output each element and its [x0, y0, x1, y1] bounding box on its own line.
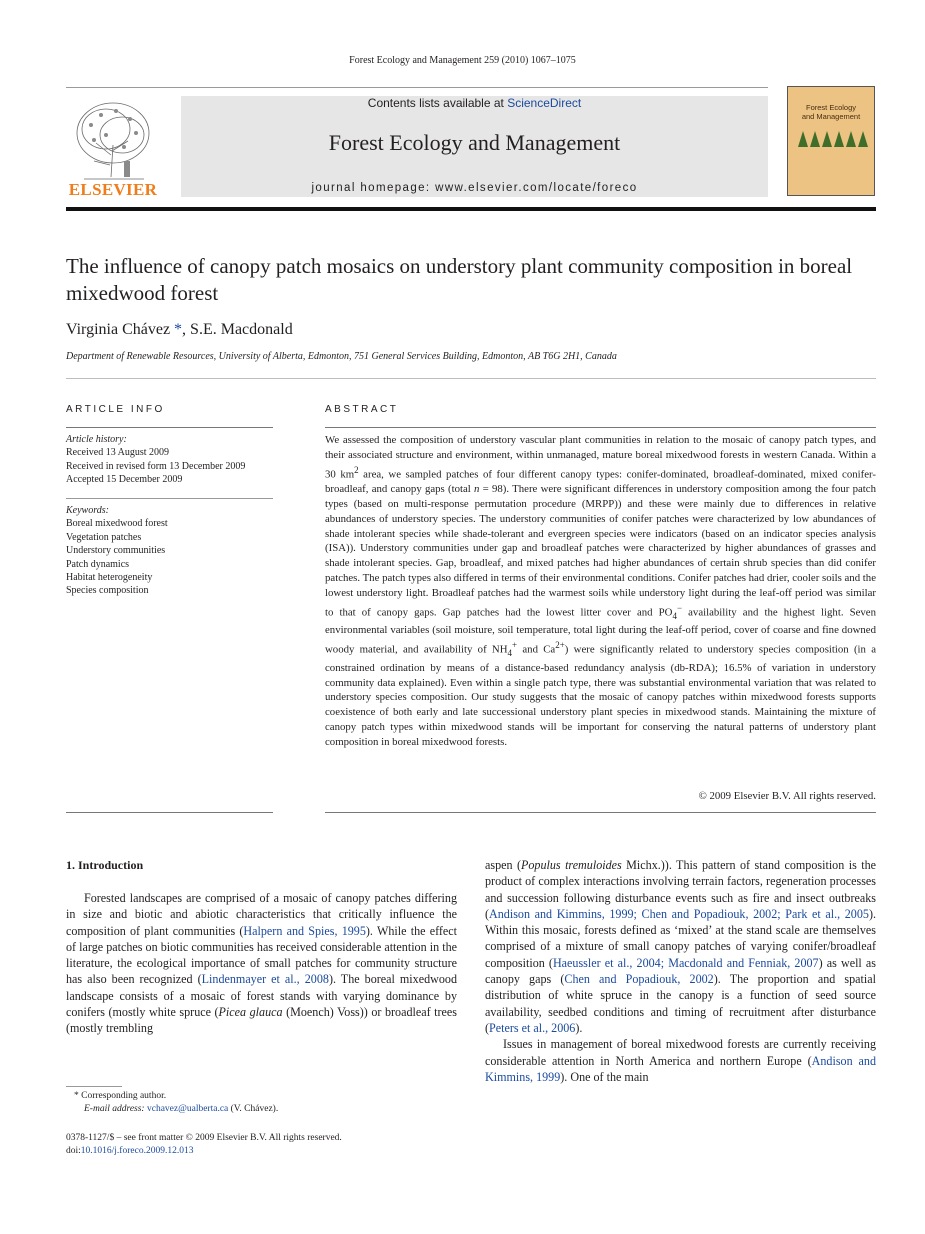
cover-tree-icon [794, 129, 870, 149]
journal-header-box [181, 96, 768, 197]
issn-line: 0378-1127/$ – see front matter © 2009 Elsevier B.V. All rights reserved. [66, 1133, 342, 1143]
elsevier-wordmark: ELSEVIER [68, 180, 158, 199]
header-rule-thick [66, 207, 876, 211]
email-label: E-mail address: [84, 1104, 147, 1115]
cover-title-line2: and Management [801, 112, 861, 121]
cover-title-line1: Forest Ecology [805, 103, 857, 112]
body-column-left: Forested landscapes are comprised of a mosaic of canopy patches differing in size and biotic and abiotic characteristics that critically influence the composition of plant communities (Halpern and Spies, 1995). While the effect of large patches on biotic communities has received considerable attention in the literature, the ecological importance of small patches for community structure has also been recognized (Lindenmayer et al., 2008). The boreal mixedwood landscape consists of a mosaic of forest stands with varying dominance by conifers (mostly white spruce (Picea glauca (Moench) Voss)) or broadleaf trees (mostly trembling [66, 891, 458, 1036]
revised-date: Received in revised form 13 December 2009 [66, 460, 246, 472]
reference-link[interactable]: Peters et al., 2006 [489, 1020, 576, 1035]
article-history [66, 433, 245, 487]
corresponding-author-note: * Corresponding author. [74, 1091, 167, 1101]
keyword-item: Habitat heterogeneity [66, 572, 153, 584]
abstract-heading: ABSTRACT [325, 404, 399, 415]
author-2: , S.E. Macdonald [182, 321, 293, 338]
keyword-item: Boreal mixedwood forest [66, 518, 168, 530]
keyword-item: Patch dynamics [66, 558, 130, 570]
article-title: The influence of canopy patch mosaics on understory plant community composition in boreal mixedwood forest [66, 254, 853, 305]
author-1: Virginia Chávez [66, 321, 171, 338]
sciencedirect-link[interactable]: ScienceDirect [507, 96, 582, 110]
footnote-rule [66, 1086, 122, 1087]
keyword-item: Understory communities [66, 545, 166, 557]
article-info-rule [66, 427, 273, 428]
journal-name: Forest Ecology and Management [328, 130, 621, 155]
abstract-text: We assessed the composition of understory vascular plant communities in relation to the mosaic of canopy patch types, and their associated structure and environment, within unmanaged, mature boreal mixedwood forests in western Canada. Within a 30 $km^2$ area, we sampled patches of four different canopy types: conifer-dominated, broadleaf-dominated, mixed conifer-broadleaf, and canopy gaps (total n = 98). There were significant differences in understory composition among the four patch types (based on multi-response permutation procedure (MRPP)) and these were mainly due to differences in relative abundances of understory species. The understory communities of conifer patches were characterized by low abundances of shade intolerant species while shade-tolerant and evergreen species were indicators (based on an indicator species analysis (ISA)). Understory communities under gap and broadleaf patches were characterized by higher abundances of grasses and shade intolerant species. Gap, broadleaf, and mixed patches had higher abundances of certain shrub species than did conifer patches. The patch types also differed in terms of their environmental conditions. Conifer patches had drier, cooler soils and the lowest understory light. Broadleaf patches had the warmest soils while understory light during the leaf-off period was similar to that of canopy gaps. Gap patches had the lowest litter cover and $PO_4^-$ availability and the highest light. Seven environmental variables (soil moisture, soil temperature, total light during the leaf-off period, cover of coarse and fine downed woody material, and availability of $NH_4^+$ and $Ca^{2+}$) were significantly related to understory species composition (in a constrained ordination by means of a distance-based redundancy analysis (db-RDA); 16.5% of variation in understory community data explained). Even within a single patch type, there was substantial environmental variation that was related to understory species composition. Our study suggests that the mosaic of canopy patches within mixedwood forests supports coexistence of both early and late successional understory plant species in mixedwood stands. Maintaining the mixture of canopy patch types within mixedwood stands will be important for conserving the natural patterns of understory plant composition in boreal mixedwood forests. [325, 434, 876, 748]
affiliation-rule [66, 378, 876, 379]
journal-citation: Forest Ecology and Management 259 (2010) 1067–1075 [349, 55, 576, 66]
abstract-rule [325, 427, 876, 428]
accepted-date: Accepted 15 December 2009 [66, 474, 183, 486]
contents-line [181, 96, 768, 110]
doi-link[interactable]: 10.1016/j.foreco.2009.12.013 [80, 1146, 194, 1157]
email-link[interactable]: vchavez@ualberta.ca [146, 1104, 229, 1115]
corresponding-author-link[interactable]: * [170, 321, 183, 338]
article-info-bottom-rule [66, 812, 273, 813]
keywords-label: Keywords: [66, 505, 109, 516]
authors [66, 321, 293, 339]
reference-link[interactable]: Haeussler et al., 2004; Macdonald and Fenniak, 2007 [552, 955, 819, 970]
keyword-item: Vegetation patches [66, 531, 142, 543]
keywords-rule [66, 498, 273, 499]
copyright: © 2009 Elsevier B.V. All rights reserved. [698, 790, 876, 802]
keyword-item: Species composition [66, 585, 149, 597]
front-matter: 0378-1127/$ – see front matter © 2009 Elsevier B.V. All rights reserved. doi:10.1016/j.foreco.2009.12.013 [66, 1133, 342, 1157]
reference-link[interactable]: Halpern and Spies, 1995 [243, 923, 366, 938]
journal-homepage-link[interactable]: journal homepage: www.elsevier.com/locate/foreco [311, 182, 638, 194]
footnote: * Corresponding author. E-mail address: vchavez@ualberta.ca (V. Chávez). [66, 1090, 278, 1117]
journal-cover-image [787, 86, 875, 196]
keywords [66, 504, 168, 598]
history-label: Article history: [66, 434, 127, 445]
reference-link[interactable]: Chen and Popadiouk, 2002 [564, 972, 714, 987]
contents-prefix: Contents lists available at [367, 96, 508, 110]
article-info-heading: ARTICLE INFO [66, 404, 165, 415]
body-column-right: aspen (Populus tremuloides Michx.)). This pattern of stand composition is the product of complex interactions involving terrain factors, regeneration processes and succession following disturbance events such as fire and insect outbreaks (Andison and Kimmins, 1999; Chen and Popadiouk, 2002; Park et al., 2005). Within this mosaic, forests defined as ‘mixed’ at the stand scale are themselves comprised of a mixture of small canopy patches of varying conifer/broadleaf composition (Haeussler et al., 2004; Macdonald and Fenniak, 2007) as well as canopy gaps (Chen and Popadiouk, 2002). The proportion and spatial distribution of white spruce in the canopy is a function of seed source availability, seedbed conditions and timing of recruitment after disturbance (Peters et al., 2006). Issues in management of boreal mixedwood forests are currently receiving considerable attention in North America and northern Europe (Andison and Kimmins, 1999). One of the main [485, 858, 876, 1084]
reference-link[interactable]: Lindenmayer et al., 2008 [201, 972, 329, 987]
abstract-bottom-rule [325, 812, 876, 813]
cover-title [788, 103, 874, 121]
header-rule-thin [66, 87, 768, 88]
reference-link[interactable]: Andison and Kimmins, 1999 [485, 1053, 876, 1084]
reference-link[interactable]: Andison and Kimmins, 1999; Chen and Popadiouk, 2002; Park et al., 2005 [489, 906, 869, 921]
received-date: Received 13 August 2009 [66, 447, 170, 459]
introduction-heading: 1. Introduction [66, 858, 144, 872]
affiliation: Department of Renewable Resources, University of Alberta, Edmonton, 751 General Services Building, Edmonton, AB T6G 2H1, Canada [66, 351, 617, 362]
